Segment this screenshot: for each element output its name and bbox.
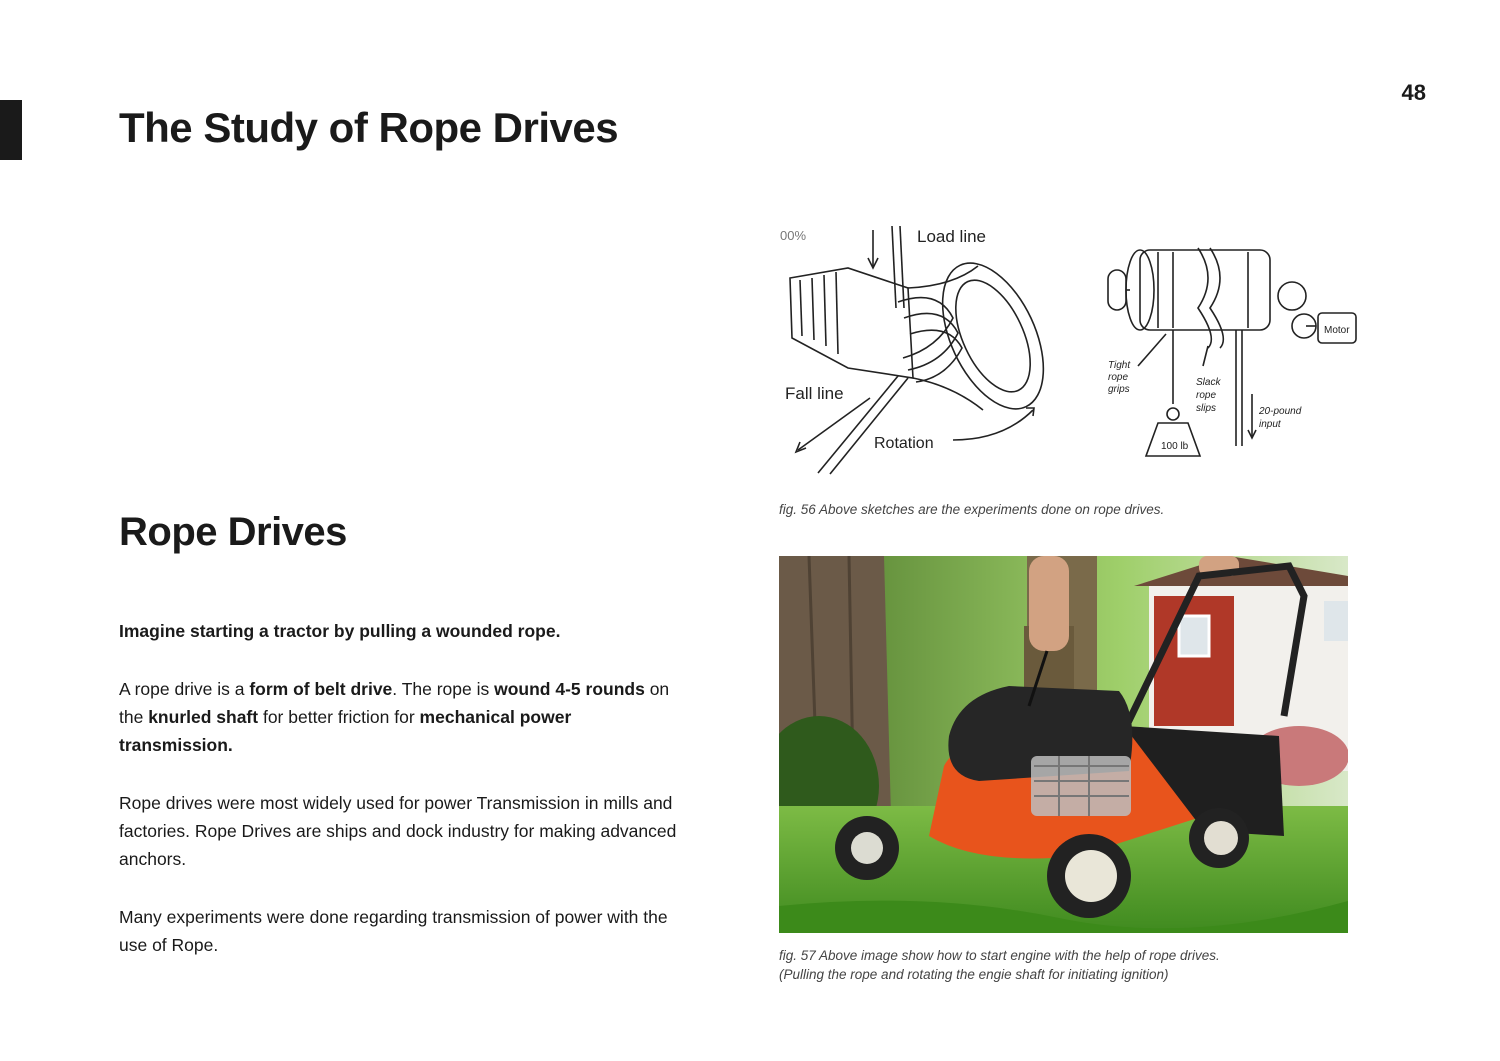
fall-line-label: Fall line — [785, 384, 844, 403]
slack-label-1: Slack — [1196, 377, 1221, 388]
lead-paragraph — [119, 617, 679, 645]
weight-label: 100 lb — [1161, 441, 1189, 452]
mower-illustration — [779, 556, 1348, 933]
bold-run: wound 4-5 rounds — [494, 679, 645, 699]
tight-label-1: Tight — [1108, 360, 1131, 371]
body-text — [119, 617, 679, 989]
tight-label-2: rope — [1108, 372, 1129, 383]
load-line-label: Load line — [917, 227, 987, 246]
input-label-1: 20-pound — [1259, 406, 1302, 417]
motor-label: Motor — [1324, 325, 1350, 336]
text-run: A rope drive is a — [119, 679, 250, 699]
definition-paragraph — [119, 675, 679, 759]
bold-run: mechanical power transmission. — [119, 707, 572, 755]
page-title: The Study of Rope Drives — [119, 104, 619, 151]
text-run: on the — [119, 679, 670, 727]
figure-56-caption: fig. 56 Above sketches are the experiments done on rope drives. — [779, 502, 1165, 517]
sketch-illustration — [778, 218, 1368, 480]
input-label-2: input — [1259, 419, 1281, 430]
section-title: Rope Drives — [119, 510, 347, 554]
bold-run: knurled shaft — [148, 707, 259, 727]
rotation-label: Rotation — [874, 435, 934, 452]
slack-label-3: slips — [1196, 403, 1217, 414]
figure-57-caption — [779, 946, 1220, 984]
rope-drive-sketches — [778, 218, 1368, 480]
percent-label: 00% — [780, 228, 807, 243]
caption-line-2: (Pulling the rope and rotating the engie shaft for initiating ignition) — [779, 967, 1169, 982]
experiments-paragraph: Many experiments were done regarding transmission of power with the use of Rope. — [119, 907, 668, 955]
text-run: for better friction for — [258, 707, 420, 727]
text-run: . The rope is — [392, 679, 495, 699]
bold-run: form of belt drive — [249, 679, 393, 699]
tight-label-3: grips — [1108, 384, 1130, 395]
lawn-mower-photo — [779, 556, 1348, 933]
page-number: 48 — [1401, 80, 1426, 105]
usage-paragraph: Rope drives were most widely used for power Transmission in mills and factories. Rope Drives are ships and dock industry for making advanced anchors. — [119, 793, 677, 869]
caption-line-1: fig. 57 Above image show how to start engine with the help of rope drives. — [779, 948, 1220, 963]
edge-tab-marker — [0, 100, 22, 160]
slack-label-2: rope — [1196, 390, 1217, 401]
lead-text: Imagine starting a tractor by pulling a wounded rope. — [119, 621, 561, 641]
